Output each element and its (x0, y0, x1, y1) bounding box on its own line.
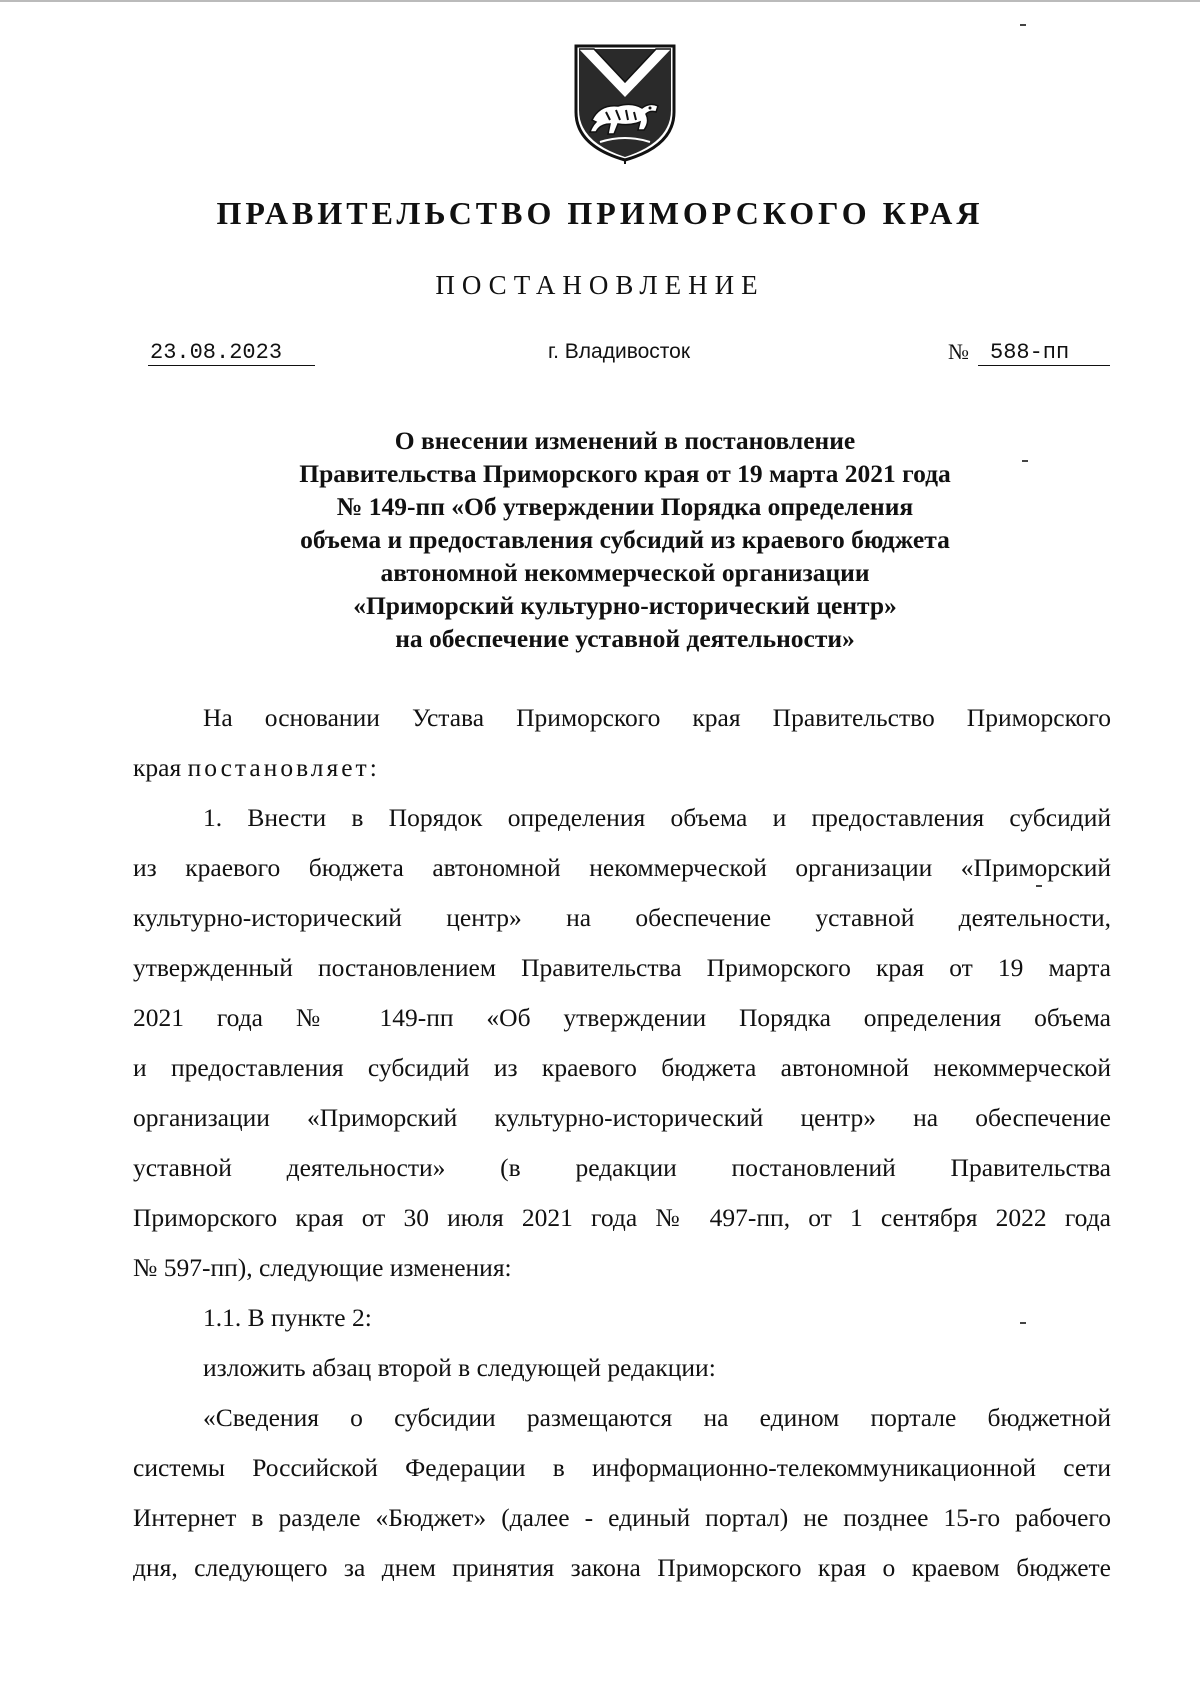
document-subject (150, 424, 1100, 655)
scan-top-edge (0, 0, 1200, 2)
body-line: 1.1. В пункте 2: (203, 1303, 372, 1332)
document-city: г. Владивосток (548, 340, 691, 363)
body-text: края (133, 753, 188, 782)
scan-speck (1020, 24, 1026, 26)
body-line: Приморского края от 30 июля 2021 года № 497-пп, от 1 сентября 2022 года (133, 1203, 1111, 1232)
body-line: культурно-исторический центр» на обеспечение уставной деятельности, (133, 903, 1111, 932)
body-line: и предоставления субсидий из краевого бюджета автономной некоммерческой (133, 1053, 1111, 1082)
subject-line: автономной некоммерческой организации (380, 558, 870, 587)
government-title: ПРАВИТЕЛЬСТВО ПРИМОРСКОГО КРАЯ (216, 195, 984, 231)
body-line: из краевого бюджета автономной некоммерческой организации «Приморский (133, 853, 1111, 882)
body-line: уставной деятельности» (в редакции постановлений Правительства (133, 1153, 1111, 1182)
subject-line: объема и предоставления субсидий из краевого бюджета (300, 525, 950, 554)
subject-line: О внесении изменений в постановление (394, 426, 856, 455)
body-line: системы Российской Федерации в информационно-телекоммуникационной сети (133, 1453, 1111, 1482)
resolves-word: постановляет: (187, 753, 380, 782)
body-line: На основании Устава Приморского края Правительство Приморского (203, 703, 1111, 732)
body-line: дня, следующего за днем принятия закона Приморского края о краевом бюджете (133, 1553, 1111, 1582)
body-line: 1. Внести в Порядок определения объема и предоставления субсидий (203, 803, 1111, 832)
subject-line: Правительства Приморского края от 19 марта 2021 года (299, 459, 951, 488)
subject-line: № 149-пп «Об утверждении Порядка определения (336, 492, 914, 521)
document-body (133, 703, 1111, 1603)
body-line: № 597-пп), следующие изменения: (133, 1253, 512, 1282)
number-sign: № (948, 339, 969, 364)
body-line: изложить абзац второй в следующей редакции: (203, 1353, 716, 1382)
document-type: ПОСТАНОВЛЕНИЕ (435, 270, 765, 300)
body-line: организации «Приморский культурно-исторический центр» на обеспечение (133, 1103, 1111, 1132)
scan-speck (1036, 885, 1042, 887)
body-line: утвержденный постановлением Правительства Приморского края от 19 марта (133, 953, 1111, 982)
scan-speck (1020, 1322, 1026, 1324)
subject-line: «Приморский культурно-исторический центр» (353, 591, 897, 620)
body-line: 2021 года № 149-пп «Об утверждении Порядка определения объема (133, 1003, 1111, 1032)
body-line: Интернет в разделе «Бюджет» (далее - единый портал) не позднее 15-го рабочего (133, 1503, 1111, 1532)
body-line: «Сведения о субсидии размещаются на едином портале бюджетной (203, 1403, 1111, 1432)
coat-of-arms-icon (570, 42, 680, 164)
document-date: 23.08.2023 (148, 340, 315, 366)
document-number: 588-пп (978, 340, 1110, 366)
subject-line: на обеспечение уставной деятельности» (395, 624, 855, 653)
body-line (133, 753, 1111, 803)
scan-speck (1022, 460, 1028, 462)
